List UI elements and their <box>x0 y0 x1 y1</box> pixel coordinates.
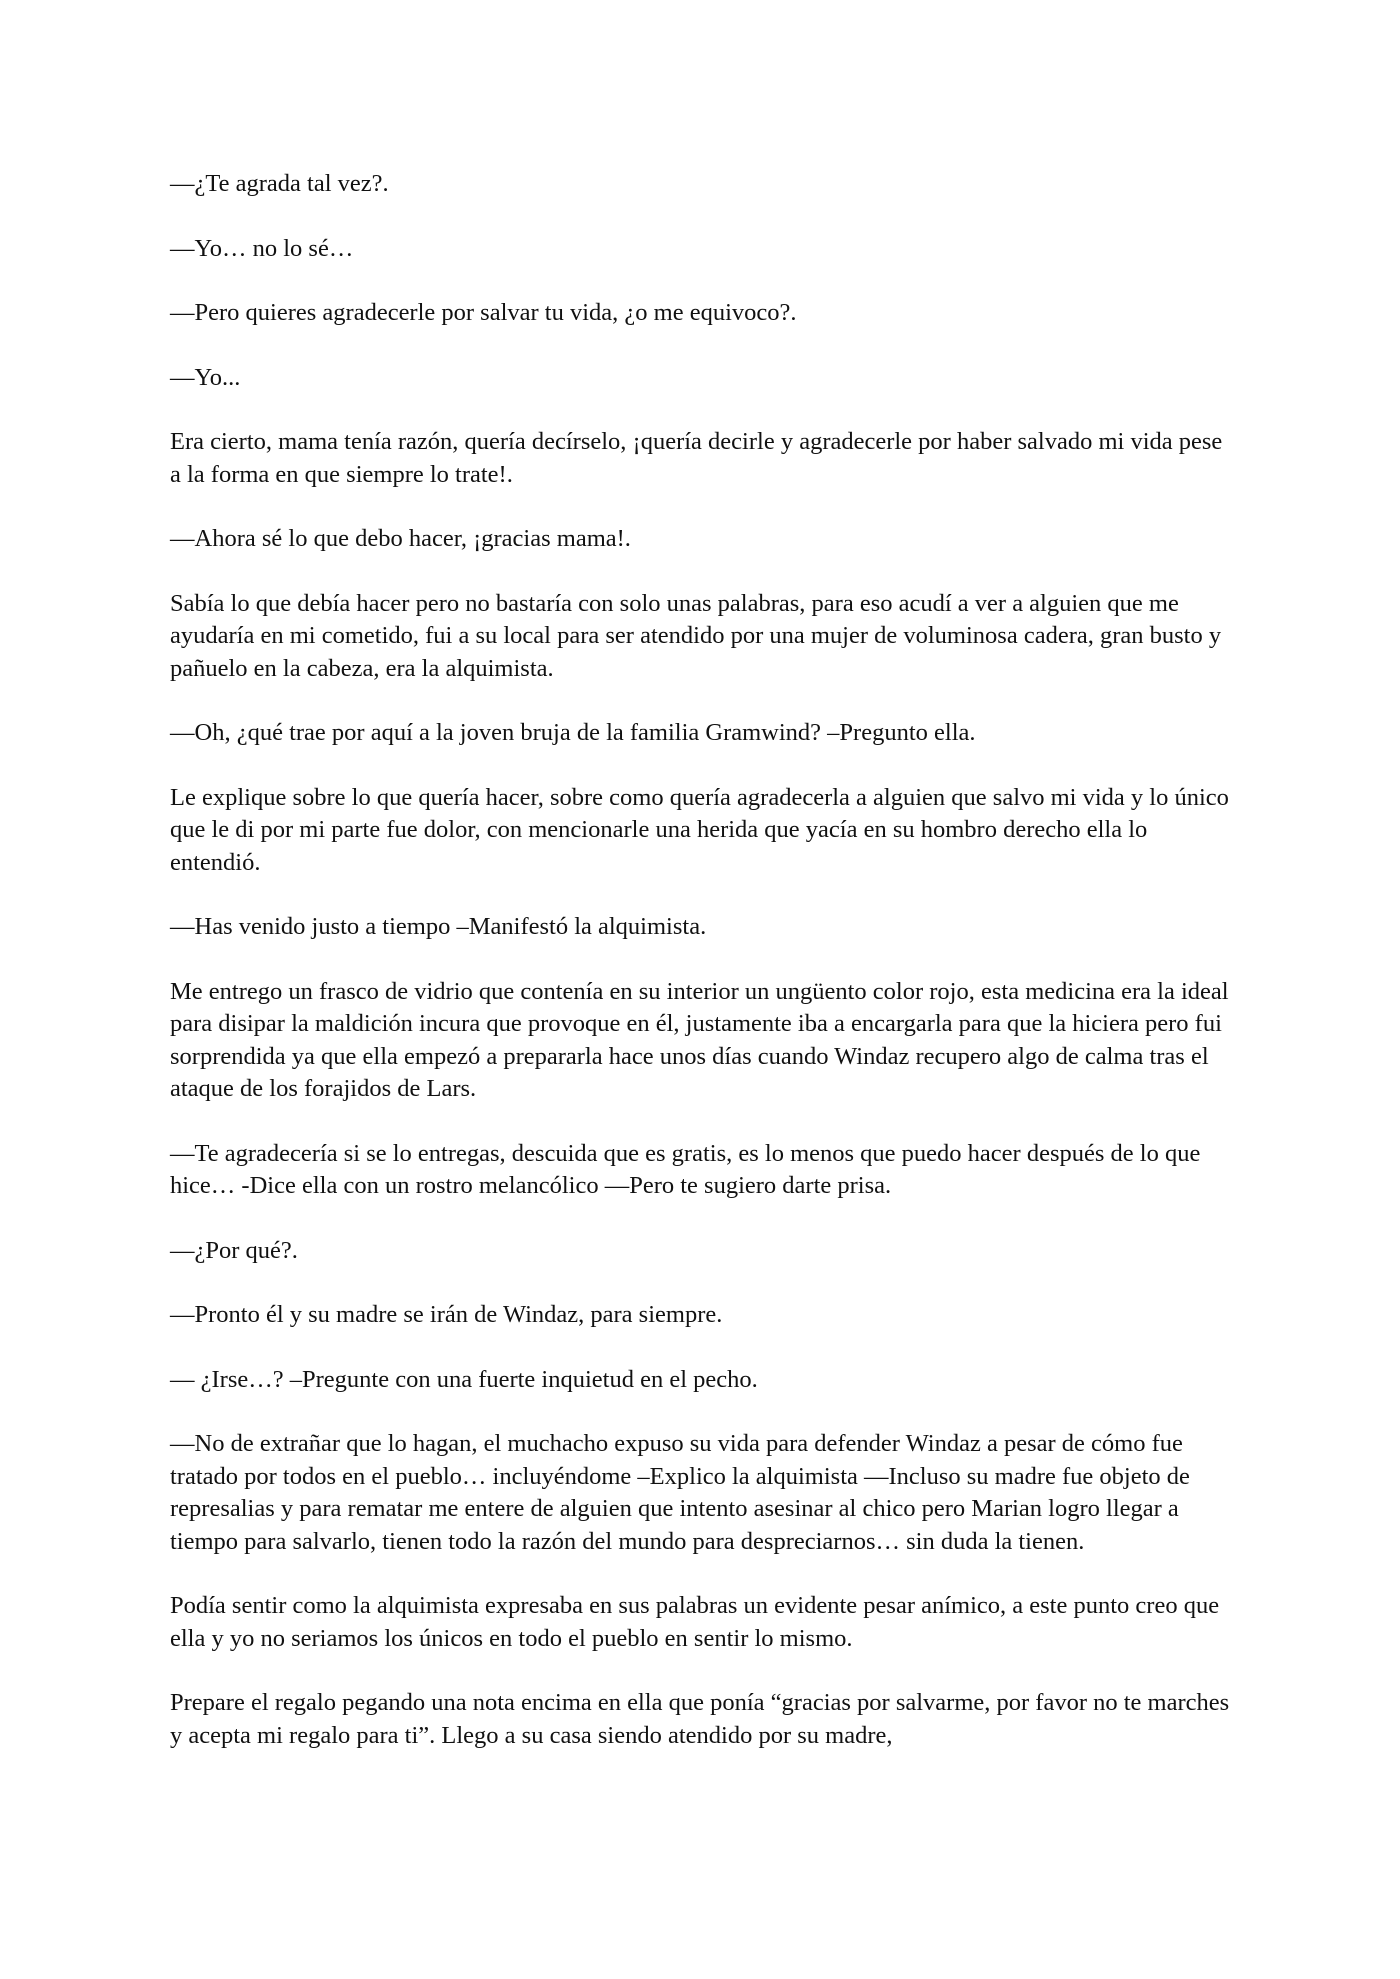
paragraph: —Yo... <box>170 363 241 391</box>
paragraph: —Oh, ¿qué trae por aquí a la joven bruja de la familia Gramwind? –Pregunto ella. <box>170 719 976 746</box>
paragraph: — ¿Irse…? –Pregunte con una fuerte inquietud en el pecho. <box>170 1365 758 1393</box>
paragraph: —Pronto él y su madre se irán de Windaz, para siempre. <box>170 1301 723 1328</box>
paragraph: —¿Te agrada tal vez?. <box>170 170 389 197</box>
document-body <box>170 168 1230 1784</box>
paragraph: —Pero quieres agradecerle por salvar tu vida, ¿o me equivoco?. <box>170 299 797 326</box>
paragraph: Sabía lo que debía hacer pero no bastaría con solo unas palabras, para eso acudí a ver a alguien que me ayudaría en mi cometido, fui a su local para ser atendido por una mujer de voluminosa cadera, gran busto y pañuelo en la cabeza, era la alquimista. <box>170 589 1222 682</box>
paragraph: —Has venido justo a tiempo –Manifestó la alquimista. <box>170 913 707 940</box>
paragraph: —Yo… no lo sé… <box>170 234 354 262</box>
paragraph: Prepare el regalo pegando una nota encima en ella que ponía “gracias por salvarme, por favor no te marches y acepta mi regalo para ti”. Llego a su casa siendo atendido por su madre, <box>170 1689 1230 1749</box>
paragraph: —Ahora sé lo que debo hacer, ¡gracias mama!. <box>170 525 631 552</box>
paragraph: —No de extrañar que lo hagan, el muchacho expuso su vida para defender Windaz a pesar de cómo fue tratado por todos en el pueblo… incluyéndome –Explico la alquimista —Incluso su madre fue objeto de represalias y para rematar me entere de alguien que intento asesinar al chico pero Marian logro llegar a tiempo para salvarlo, tienen todo la razón del mundo para despreciarnos… sin duda la tienen. <box>170 1430 1190 1555</box>
paragraph: Le explique sobre lo que quería hacer, sobre como quería agradecerla a alguien que salvo mi vida y lo único que le di por mi parte fue dolor, con mencionarle una herida que yacía en su hombro derecho ella lo entendió. <box>170 783 1229 876</box>
paragraph: —Te agradecería si se lo entregas, descuida que es gratis, es lo menos que puedo hacer después de lo que hice… -Dice ella con un rostro melancólico —Pero te sugiero darte prisa. <box>170 1139 1201 1199</box>
paragraph: Me entrego un frasco de vidrio que contenía en su interior un ungüento color rojo, esta medicina era la ideal para disipar la maldición incura que provoque en él, justamente iba a encargarla para que la hiciera pero fui sorprendida ya que ella empezó a prepararla hace unos días cuando Windaz recupero algo de calma tras el ataque de los forajidos de Lars. <box>170 977 1229 1102</box>
paragraph: Era cierto, mama tenía razón, quería decírselo, ¡quería decirle y agradecerle por haber salvado mi vida pese a la forma en que siempre lo trate!. <box>170 428 1223 488</box>
paragraph: —¿Por qué?. <box>170 1236 298 1264</box>
paragraph: Podía sentir como la alquimista expresaba en sus palabras un evidente pesar anímico, a este punto creo que ella y yo no seriamos los únicos en todo el pueblo en sentir lo mismo. <box>170 1592 1220 1652</box>
